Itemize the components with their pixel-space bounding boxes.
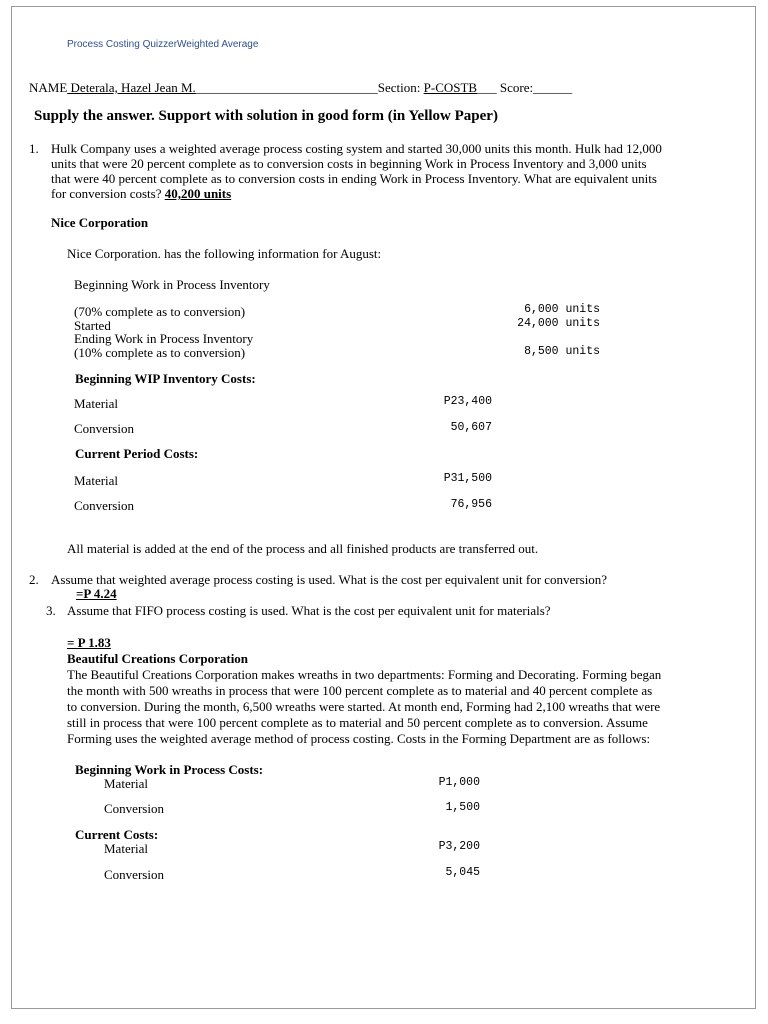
- nice-heading: Nice Corporation: [51, 215, 149, 230]
- name-line: [29, 80, 572, 95]
- beautiful-bwip-conversion: 1,500: [445, 801, 480, 814]
- q3-text: Assume that FIFO process costing is used. What is the cost per equivalent unit for materials?: [67, 603, 551, 618]
- nice-bwip-label: Beginning Work in Process Inventory: [74, 277, 270, 292]
- nice-note: All material is added at the end of the process and all finished products are transferred out.: [67, 541, 539, 556]
- nice-started-label: Started: [74, 318, 111, 333]
- nice-ewip-label: Ending Work in Process Inventory: [74, 331, 254, 346]
- beautiful-bwip-conversion-label: Conversion: [104, 801, 164, 816]
- name-blank: ____________________________: [195, 80, 378, 95]
- q2-text: Assume that weighted average process costing is used. What is the cost per equivalent unit for conversion?: [51, 572, 608, 587]
- section-value: P-COSTB: [423, 80, 478, 95]
- q1-line2: units that were 20 percent complete as to conversion costs in beginning Work in Process Inventory and 3,000 units: [51, 156, 647, 171]
- beautiful-cur-material-label: Material: [104, 841, 149, 856]
- q3-number: 3.: [46, 603, 56, 618]
- beautiful-cur-conversion-label: Conversion: [104, 867, 164, 882]
- nice-bwip-pct: (70% complete as to conversion): [74, 304, 246, 319]
- nice-cur-material-label: Material: [74, 473, 119, 488]
- beautiful-current-heading: Current Costs:: [75, 827, 159, 842]
- nice-bwip-material-label: Material: [74, 396, 119, 411]
- nice-current-heading: Current Period Costs:: [75, 446, 199, 461]
- beautiful-p4: still in process that were 100 percent complete as to material and 50 percent complete as to conversion. Assume: [67, 715, 648, 730]
- nice-bwip-material: P23,400: [443, 395, 492, 408]
- q1-line4: [51, 186, 231, 201]
- beautiful-p3: to conversion. During the month, 6,500 wreaths were started. At month end, Forming had 2,100 wreaths that were: [67, 699, 661, 714]
- beautiful-cur-conversion: 5,045: [445, 866, 480, 879]
- score-blank: ______: [533, 80, 573, 95]
- nice-cur-material: P31,500: [443, 472, 492, 485]
- section-blank: ___: [477, 80, 497, 95]
- nice-cur-conversion: 76,956: [450, 498, 492, 511]
- q1-line3: that were 40 percent complete as to conversion costs in ending Work in Process Inventory. What are equivalent units: [51, 171, 657, 186]
- q2-answer: =P 4.24: [76, 586, 117, 601]
- q1-line4-text: for conversion costs?: [51, 186, 165, 201]
- name-label: NAME: [29, 80, 68, 95]
- nice-bwip-costs-heading: Beginning WIP Inventory Costs:: [75, 371, 256, 386]
- nice-bwip-conversion-label: Conversion: [74, 421, 134, 436]
- nice-intro: Nice Corporation. has the following information for August:: [67, 246, 382, 261]
- beautiful-cur-material: P3,200: [438, 840, 480, 853]
- nice-cur-conversion-label: Conversion: [74, 498, 134, 513]
- q1-line1: Hulk Company uses a weighted average process costing system and started 30,000 units this month. Hulk had 12,000: [51, 141, 662, 156]
- beautiful-p5: Forming uses the weighted average method of process costing. Costs in the Forming Department are as follows:: [67, 731, 651, 746]
- section-label: Section:: [377, 80, 424, 95]
- beautiful-bwip-heading: Beginning Work in Process Costs:: [75, 762, 264, 777]
- nice-ewip-units: 8,500 units: [524, 345, 600, 358]
- name-value: Deterala, Hazel Jean M.: [67, 80, 196, 95]
- q3-answer: = P 1.83: [67, 635, 111, 650]
- nice-bwip-conversion: 50,607: [450, 421, 492, 434]
- nice-ewip-pct: (10% complete as to conversion): [74, 345, 246, 360]
- beautiful-p1: The Beautiful Creations Corporation makes wreaths in two departments: Forming and Decorating. Forming began: [67, 667, 662, 682]
- nice-started-units: 24,000 units: [517, 317, 600, 330]
- beautiful-p2: the month with 500 wreaths in process that were 100 percent complete as to material and 40 percent complete as: [67, 683, 653, 698]
- score-label: Score:: [496, 80, 534, 95]
- beautiful-bwip-material-label: Material: [104, 776, 149, 791]
- q1-answer: 40,200 units: [164, 186, 232, 201]
- q1-number: 1.: [29, 141, 39, 156]
- instruction-heading: Supply the answer. Support with solution in good form (in Yellow Paper): [34, 108, 498, 124]
- beautiful-heading: Beautiful Creations Corporation: [67, 651, 249, 666]
- page-header: Process Costing QuizzerWeighted Average: [67, 39, 259, 50]
- beautiful-bwip-material: P1,000: [438, 776, 480, 789]
- nice-bwip-units: 6,000 units: [524, 303, 600, 316]
- q2-number: 2.: [29, 572, 39, 587]
